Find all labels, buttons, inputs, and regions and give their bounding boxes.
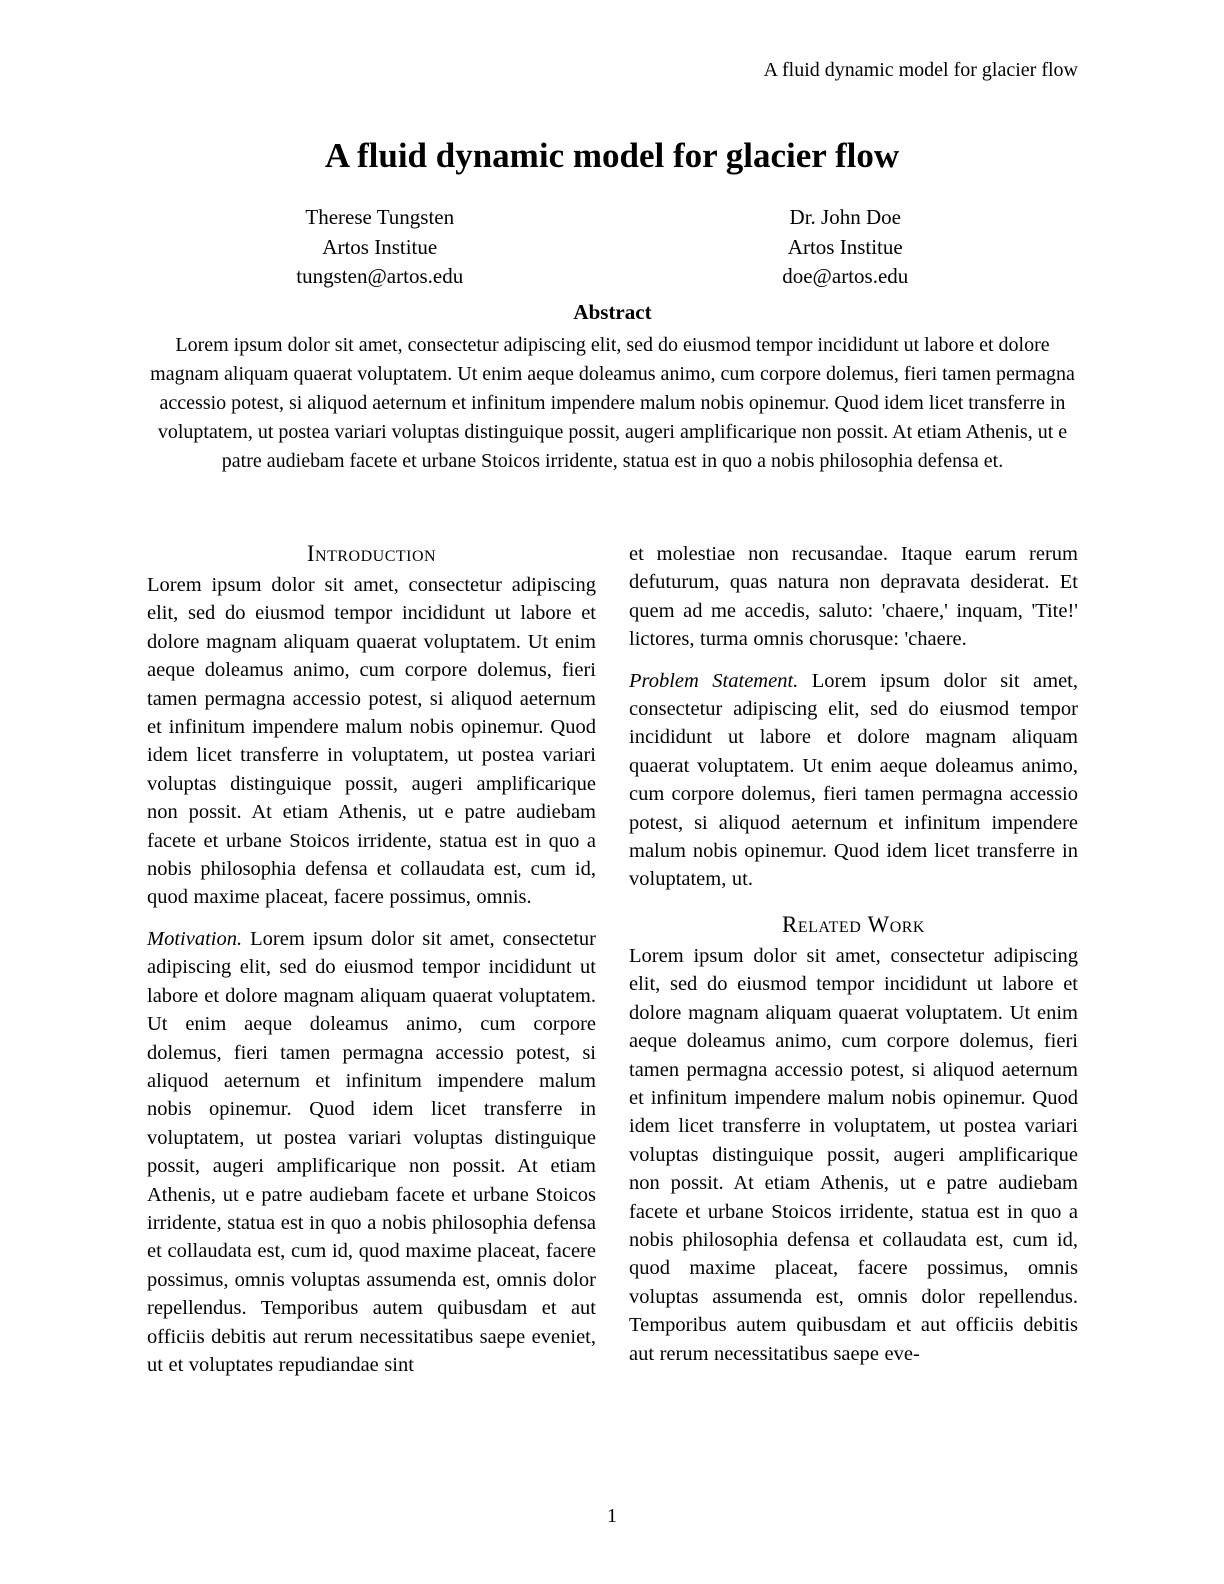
author-1-email: tungsten@artos.edu [296, 264, 464, 288]
problem-statement-text: Lorem ipsum dolor sit amet, consectetur adipiscing elit, sed do eiusmod tempor incididunt ut labore et dolore magnam aliquam quaerat voluptatem. Ut enim aeque doleamus animo, cum corpore dolemus, fieri tamen permagna accessio potest, si aliquod aeternum et infinitum impendere malum nobis opinemur. Quod idem licet transferre in voluptatem, ut. [629, 669, 1078, 891]
page-number: 1 [607, 1505, 617, 1527]
problem-statement-paragraph [629, 667, 1078, 894]
related-work-paragraph: Lorem ipsum dolor sit amet, consectetur adipiscing elit, sed do eiusmod tempor incididunt ut labore et dolore magnam aliquam quaerat voluptatem. Ut enim aeque doleamus animo, cum corpore dolemus, fieri tamen permagna accessio potest, si aliquod aeternum et infinitum impendere malum nobis opinemur. Quod idem licet transferre in voluptatem, ut postea variari voluptas distinguique possit, augeri amplificarique non possit. At etiam Athenis, ut e patre audiebam facete et urbane Stoicos irridente, statua est in quo a nobis philosophia defensa et collaudata est, cum id, quod maxime placeat, facere possimus, omnis voluptas assumenda est, omnis dolor repellendus. Temporibus autem quibusdam et aut officiis debitis aut rerum necessitatibus saepe eve- [629, 944, 1078, 1365]
author-1 [147, 203, 613, 292]
motivation-text: Lorem ipsum dolor sit amet, consectetur adipiscing elit, sed do eiusmod tempor incididunt ut labore et dolore magnam aliquam quaerat voluptatem. Ut enim aeque doleamus animo, cum corpore dolemus, fieri tamen permagna accessio potest, si aliquod aeternum et infinitum impendere malum nobis opinemur. Quod idem licet transferre in voluptatem, ut postea variari voluptas distinguique possit, augeri amplificarique non possit. At etiam Athenis, ut e patre audiebam facete et urbane Stoicos irridente, statua est in quo a nobis philosophia defensa et collaudata est, cum id, quod maxime placeat, facere possimus, omnis voluptas assumenda est, omnis dolor repellendus. Temporibus autem quibusdam et aut officiis debitis aut rerum necessitatibus saepe eveniet, ut et voluptates repudiandae sint [147, 927, 596, 1376]
author-1-name: Therese Tungsten [305, 205, 455, 229]
left-column [147, 540, 596, 1392]
problem-statement-label: Problem Statement. [629, 669, 799, 692]
author-2-affiliation: Artos Institue [787, 234, 903, 259]
paper-title: A fluid dynamic model for glacier flow [324, 136, 900, 175]
introduction-paragraph: Lorem ipsum dolor sit amet, consectetur adipiscing elit, sed do eiusmod tempor incididunt ut labore et dolore magnam aliquam quaerat voluptatem. Ut enim aeque doleamus animo, cum corpore dolemus, fieri tamen permagna accessio potest, si aliquod aeternum et infinitum impendere malum nobis opinemur. Quod idem licet transferre in voluptatem, ut postea variari voluptas distinguique possit, augeri amplificarique non possit. At etiam Athenis, ut e patre audiebam facete et urbane Stoicos irridente, statua est in quo a nobis philosophia defensa et collaudata est, cum id, quod maxime placeat, facere possimus, omnis. [147, 574, 596, 909]
author-2-email: doe@artos.edu [782, 264, 909, 288]
abstract-text: Lorem ipsum dolor sit amet, consectetur adipiscing elit, sed do eiusmod tempor incididunt ut labore et dolore magnam aliquam quaerat voluptatem. Ut enim aeque doleamus animo, cum corpore dolemus, fieri tamen permagna accessio potest, si aliquod aeternum et infinitum impendere malum nobis opinemur. Quod idem licet transferre in voluptatem, ut postea variari voluptas distinguique possit, augeri amplificarique non possit. At etiam Athenis, ut e patre audiebam facete et urbane Stoicos irridente, statua est in quo a nobis philosophia defensa et. [150, 334, 1075, 472]
author-2 [613, 203, 1079, 292]
continuation-paragraph: et molestiae non recusandae. Itaque earum rerum defuturum, quas natura non depravata desiderat. Et quem ad me accedis, saluto: 'chaere,' inquam, 'Tite!' lictores, turma omnis chorusque: 'chaere. [629, 543, 1078, 651]
running-head: A fluid dynamic model for glacier flow [763, 59, 1078, 81]
abstract-heading: Abstract [573, 300, 652, 324]
body-columns [147, 540, 1078, 1392]
motivation-label: Motivation. [147, 927, 243, 950]
author-2-name: Dr. John Doe [789, 205, 901, 229]
author-1-affiliation: Artos Institue [322, 234, 438, 259]
motivation-paragraph [147, 925, 596, 1380]
author-block [147, 203, 1078, 292]
section-heading-related-work: Related Work [781, 911, 925, 937]
section-heading-introduction: Introduction [306, 541, 437, 566]
abstract-section [147, 299, 1078, 476]
right-column [629, 540, 1078, 1392]
